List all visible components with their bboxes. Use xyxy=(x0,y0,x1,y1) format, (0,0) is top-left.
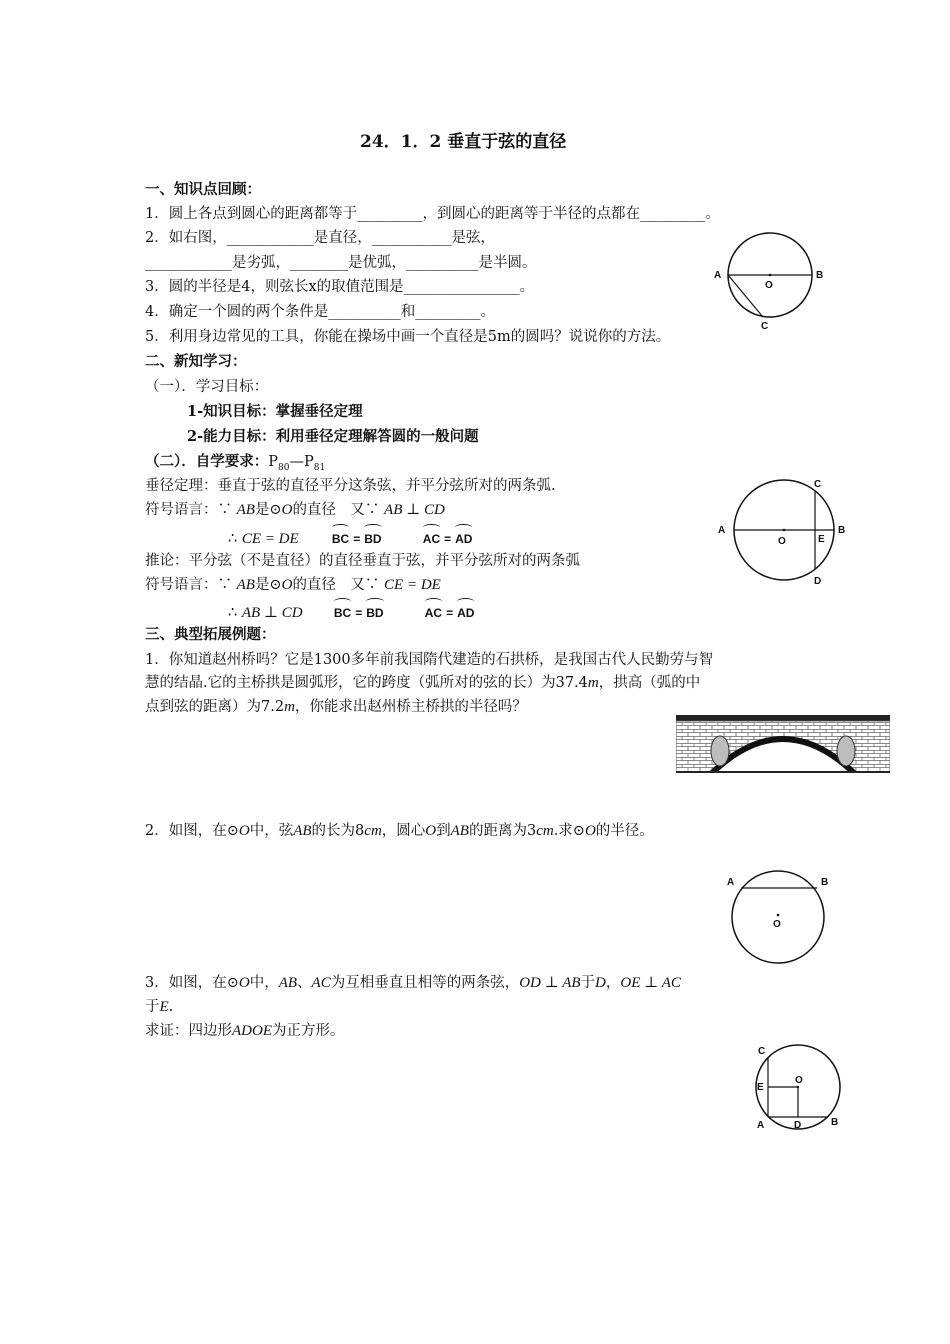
arc-bc-2: BC xyxy=(334,600,351,623)
section-2-heading: 二、新知学习： xyxy=(145,353,247,370)
symbol-language-1: 符号语言：∵ AB是⊙O的直径 又∵ AB ⊥ CD xyxy=(145,502,445,518)
svg-text:A: A xyxy=(718,525,726,536)
figure-chord-ab xyxy=(722,868,842,966)
svg-text:O: O xyxy=(778,536,786,547)
review-question-5: 5．利用身边常见的工具，你能在操场中画一个直径是5m的圆吗？说说你的方法。 xyxy=(145,329,671,345)
svg-text:C: C xyxy=(761,321,769,332)
example-2: 2．如图，在⊙O中，弦AB的长为8cm，圆心O到AB的距离为3cm.求⊙O的半径。 xyxy=(145,823,654,839)
example-1-line-2: 慧的结晶.它的主桥拱是圆弧形，它的跨度（弧所对的弦的长）为37.4m，拱高（弧的中 xyxy=(145,675,701,691)
corollary: 推论：平分弦（不是直径）的直径垂直于弦，并平分弦所对的两条弧 xyxy=(145,553,580,569)
svg-text:B: B xyxy=(816,270,824,281)
svg-text:O: O xyxy=(795,1075,803,1086)
arc-bc: BC xyxy=(332,526,349,549)
subsection-self-study: （二）．自学要求：$P_{80}—P_{81}$ xyxy=(145,453,326,473)
goal-knowledge: 1-知识目标：掌握垂径定理 xyxy=(187,403,363,420)
review-question-3: 3．圆的半径是4，则弦长x的取值范围是________________。 xyxy=(145,279,535,295)
svg-text:B: B xyxy=(838,525,846,536)
figure-circle-diameter-chord xyxy=(708,230,828,332)
example-3-prove: 求证：四边形ADOE为正方形。 xyxy=(145,1023,345,1039)
example-3-line-2: 于E. xyxy=(145,999,174,1015)
section-3-heading: 三、典型拓展例题： xyxy=(145,626,276,643)
arc-bd: BD xyxy=(364,526,381,549)
figure-stone-arch-bridge xyxy=(676,715,890,773)
arc-ac: AC xyxy=(423,526,440,549)
example-1-line-1: 1．你知道赵州桥吗？它是1300多年前我国隋代建造的石拱桥，是我国古代人民勤劳与智 xyxy=(145,652,714,668)
svg-text:O: O xyxy=(765,280,773,291)
svg-text:E: E xyxy=(757,1082,764,1093)
perpendicular-diameter-theorem: 垂径定理：垂直于弦的直径平分这条弦，并平分弦所对的两条弧. xyxy=(145,478,556,494)
page-title: 24．1．2 垂直于弦的直径 xyxy=(360,132,567,152)
symbol-language-1-conclusion: ∴ CE = DE BC = BD AC = AD xyxy=(228,526,476,549)
svg-text:A: A xyxy=(757,1120,765,1131)
svg-text:A: A xyxy=(727,877,735,888)
svg-text:B: B xyxy=(821,877,829,888)
svg-text:C: C xyxy=(814,479,822,490)
review-question-2: 2．如右图，____________是直径，___________是弦， xyxy=(145,230,495,246)
symbol-language-2: 符号语言：∵ AB是⊙O的直径 又∵ CE = DE xyxy=(145,577,441,593)
svg-text:C: C xyxy=(758,1046,766,1057)
svg-text:E: E xyxy=(818,534,825,545)
svg-text:B: B xyxy=(831,1117,839,1128)
figure-perpendicular-diameter xyxy=(712,472,857,592)
svg-text:A: A xyxy=(714,270,722,281)
review-question-4: 4．确定一个圆的两个条件是__________和_________。 xyxy=(145,304,495,320)
arc-ac-2: AC xyxy=(425,600,442,623)
section-1-heading: 一、知识点回顾： xyxy=(145,181,261,198)
arc-ad: AD xyxy=(455,526,472,549)
arc-bd-2: BD xyxy=(366,600,383,623)
arc-ad-2: AD xyxy=(457,600,474,623)
svg-text:D: D xyxy=(794,1120,802,1131)
goal-ability: 2-能力目标：利用垂径定理解答圆的一般问题 xyxy=(187,428,479,445)
review-question-1: 1．圆上各点到圆心的距离都等于_________，到圆心的距离等于半径的点都在_________。 xyxy=(145,206,720,222)
example-1-line-3: 点到弦的距离）为7.2m，你能求出赵州桥主桥拱的半径吗？ xyxy=(145,699,527,715)
svg-text:D: D xyxy=(814,576,822,587)
symbol-language-2-conclusion: ∴ AB ⊥ CD BC = BD AC = AD xyxy=(228,600,478,623)
review-question-2-cont: ____________是劣弧，________是优弧，__________是半圆。 xyxy=(145,255,537,271)
subsection-goals: （一）．学习目标： xyxy=(145,379,269,395)
example-3-line-1: 3．如图，在⊙O中，AB、AC为互相垂直且相等的两条弦，OD ⊥ AB于D，OE ⊥ AC xyxy=(145,975,681,991)
figure-square-adoe xyxy=(752,1040,847,1132)
svg-text:O: O xyxy=(773,919,781,930)
